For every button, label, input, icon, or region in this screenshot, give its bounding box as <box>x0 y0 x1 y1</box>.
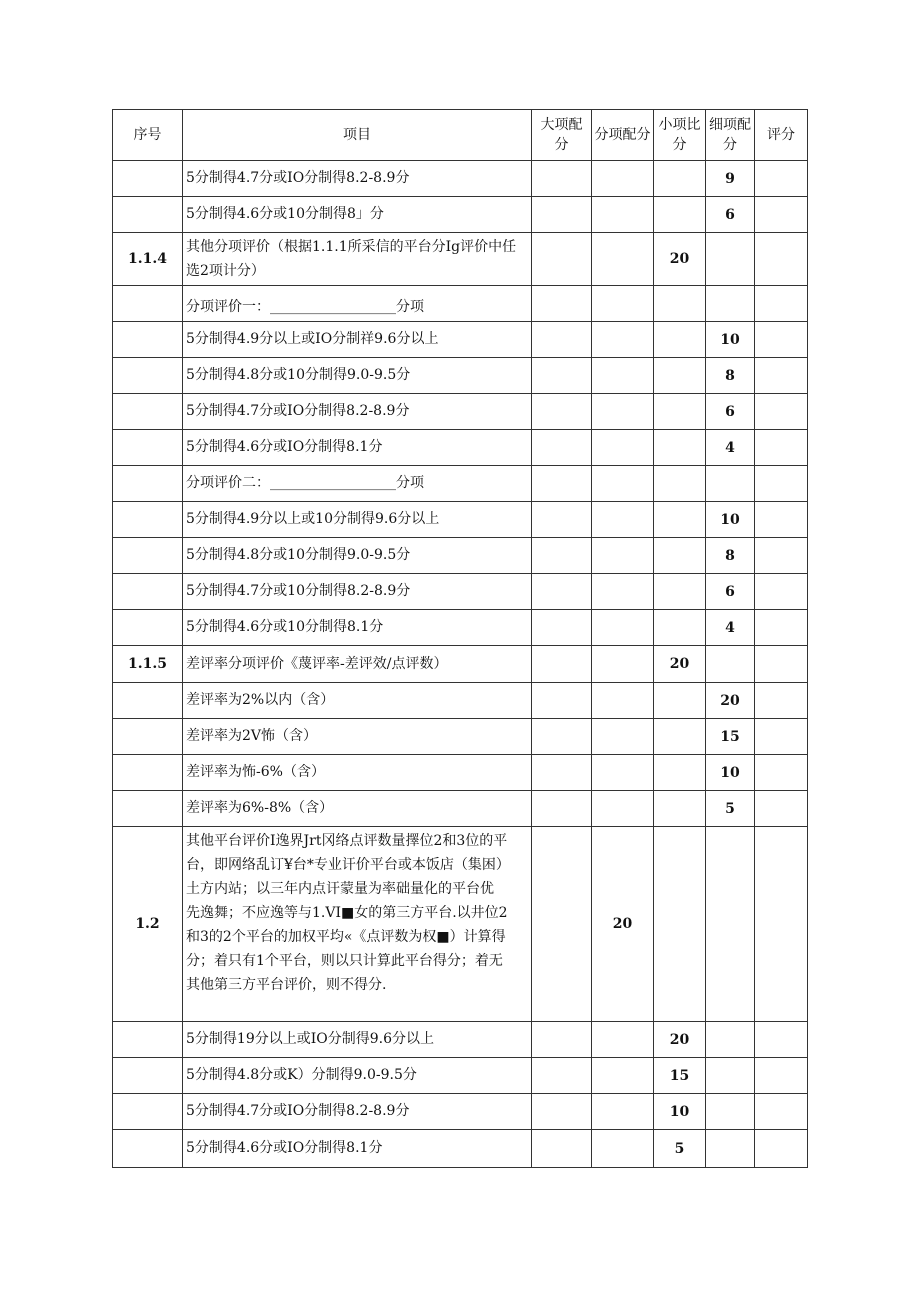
cell-sub-score <box>592 646 654 683</box>
cell-major-score <box>532 233 592 286</box>
cell-seq <box>113 610 183 646</box>
cell-sub-score <box>592 1094 654 1130</box>
cell-sub-score <box>592 1022 654 1058</box>
cell-detail-score: 8 <box>706 538 755 574</box>
cell-major-score <box>532 466 592 502</box>
cell-major-score <box>532 610 592 646</box>
cell-item-line: 其他分项评价（根据1.1.1所采信的平台分Ig评价中任 <box>186 239 517 255</box>
cell-small-ratio <box>654 502 706 538</box>
cell-rating <box>755 610 808 646</box>
cell-sub-score <box>592 683 654 719</box>
cell-major-score <box>532 1022 592 1058</box>
cell-small-ratio <box>654 197 706 233</box>
cell-small-ratio <box>654 755 706 791</box>
cell-major-score <box>532 538 592 574</box>
cell-major-score <box>532 683 592 719</box>
cell-rating <box>755 430 808 466</box>
cell-detail-score <box>706 233 755 286</box>
table-row <box>113 358 808 394</box>
cell-small-ratio <box>654 394 706 430</box>
cell-sub-score <box>592 358 654 394</box>
cell-sub-score <box>592 1130 654 1168</box>
cell-detail-score: 5 <box>706 791 755 827</box>
cell-detail-score <box>706 646 755 683</box>
cell-rating <box>755 233 808 286</box>
cell-major-score <box>532 1058 592 1094</box>
cell-small-ratio <box>654 161 706 197</box>
cell-seq <box>113 683 183 719</box>
cell-detail-score: 10 <box>706 755 755 791</box>
cell-detail-score: 9 <box>706 161 755 197</box>
cell-seq <box>113 466 183 502</box>
cell-seq <box>113 430 183 466</box>
cell-major-score <box>532 719 592 755</box>
cell-major-score <box>532 1094 592 1130</box>
cell-sub-score <box>592 719 654 755</box>
cell-seq <box>113 755 183 791</box>
cell-item: 5分制得4.8分或10分制得9.0-9.5分 <box>183 538 532 574</box>
cell-item: 5分制得4.9分以上或IO分制祥9.6分以上 <box>183 322 532 358</box>
cell-rating <box>755 286 808 322</box>
cell-major-score <box>532 646 592 683</box>
cell-sub-score <box>592 233 654 286</box>
cell-item: 5分制得4.8分或10分制得9.0-9.5分 <box>183 358 532 394</box>
cell-sub-score: 20 <box>592 827 654 1022</box>
cell-detail-score: 10 <box>706 322 755 358</box>
table-row <box>113 683 808 719</box>
table-row <box>113 197 808 233</box>
table-row <box>113 1130 808 1168</box>
cell-item-line: 其他平台评价I逸界Jrt冈络点评数量擇位2和3位的平 <box>186 833 508 849</box>
header-small-ratio: 小项比分 <box>654 110 706 161</box>
cell-item: 5分制得4.7分或10分制得8.2-8.9分 <box>183 574 532 610</box>
cell-detail-score: 15 <box>706 719 755 755</box>
table-row <box>113 466 808 502</box>
cell-item-line: 选2项计分） <box>186 263 265 279</box>
cell-detail-score <box>706 827 755 1022</box>
cell-detail-score: 6 <box>706 197 755 233</box>
cell-seq <box>113 574 183 610</box>
cell-item: 5分制得19分以上或IO分制得9.6分以上 <box>183 1022 532 1058</box>
cell-small-ratio: 20 <box>654 646 706 683</box>
cell-sub-score <box>592 574 654 610</box>
cell-small-ratio: 20 <box>654 1022 706 1058</box>
header-item: 项目 <box>183 110 532 161</box>
cell-small-ratio <box>654 791 706 827</box>
cell-major-score <box>532 502 592 538</box>
cell-seq <box>113 538 183 574</box>
cell-item-line: 分；着只有1个平台，则以只计算此平台得分；着无 <box>186 953 503 969</box>
cell-rating <box>755 394 808 430</box>
table-row <box>113 233 808 286</box>
cell-item: 差评率为2V怖（含） <box>183 719 532 755</box>
cell-seq <box>113 1022 183 1058</box>
header-rating: 评分 <box>755 110 808 161</box>
cell-major-score <box>532 430 592 466</box>
cell-rating <box>755 1094 808 1130</box>
cell-seq <box>113 358 183 394</box>
table-row <box>113 1094 808 1130</box>
cell-detail-score <box>706 1022 755 1058</box>
cell-sub-score <box>592 322 654 358</box>
cell-detail-score: 6 <box>706 394 755 430</box>
cell-detail-score: 8 <box>706 358 755 394</box>
cell-seq <box>113 719 183 755</box>
table-row <box>113 286 808 322</box>
cell-item: 5分制得4.7分或IO分制得8.2-8.9分 <box>183 161 532 197</box>
table-row <box>113 574 808 610</box>
cell-rating <box>755 827 808 1022</box>
cell-sub-score <box>592 466 654 502</box>
cell-rating <box>755 683 808 719</box>
cell-item: 5分制得4.6分或10分制得8」分 <box>183 197 532 233</box>
table-row <box>113 646 808 683</box>
cell-item: 差评率为怖-6%（含） <box>183 755 532 791</box>
cell-small-ratio: 10 <box>654 1094 706 1130</box>
cell-item: 差评率分项评价《蔑评率-差评效/点评数） <box>183 646 532 683</box>
header-major-score: 大项配分 <box>532 110 592 161</box>
cell-major-score <box>532 322 592 358</box>
cell-small-ratio <box>654 574 706 610</box>
cell-seq <box>113 502 183 538</box>
cell-seq <box>113 1058 183 1094</box>
cell-sub-score <box>592 610 654 646</box>
cell-small-ratio: 20 <box>654 233 706 286</box>
cell-small-ratio <box>654 322 706 358</box>
cell-small-ratio: 5 <box>654 1130 706 1168</box>
cell-detail-score <box>706 286 755 322</box>
cell-sub-score <box>592 1058 654 1094</box>
header-detail-score: 细项配分 <box>706 110 755 161</box>
cell-rating <box>755 538 808 574</box>
cell-rating <box>755 755 808 791</box>
cell-rating <box>755 1130 808 1168</box>
cell-sub-score <box>592 161 654 197</box>
cell-sub-score <box>592 538 654 574</box>
cell-item: 差评率为2%以内（含） <box>183 683 532 719</box>
cell-item: 5分制得4.7分或IO分制得8.2-8.9分 <box>183 394 532 430</box>
cell-rating <box>755 1022 808 1058</box>
cell-detail-score <box>706 1130 755 1168</box>
cell-rating <box>755 161 808 197</box>
cell-item: 5分制得4.6分或IO分制得8.1分 <box>183 1130 532 1168</box>
cell-major-score <box>532 197 592 233</box>
table-row <box>113 161 808 197</box>
table-row <box>113 502 808 538</box>
cell-item-line: 和3的2个平台的加权平均«《点评数为权■）计算得 <box>186 929 506 945</box>
cell-sub-score <box>592 791 654 827</box>
table-row <box>113 430 808 466</box>
table-row <box>113 827 808 1022</box>
cell-rating <box>755 502 808 538</box>
cell-seq: 1.2 <box>113 827 183 1022</box>
cell-detail-score <box>706 1094 755 1130</box>
cell-rating <box>755 466 808 502</box>
cell-major-score <box>532 1130 592 1168</box>
cell-major-score <box>532 827 592 1022</box>
cell-small-ratio <box>654 430 706 466</box>
table-row <box>113 719 808 755</box>
header-sub-score: 分项配分 <box>592 110 654 161</box>
cell-detail-score: 4 <box>706 610 755 646</box>
cell-major-score <box>532 394 592 430</box>
cell-sub-score <box>592 197 654 233</box>
cell-seq <box>113 197 183 233</box>
cell-seq <box>113 1130 183 1168</box>
cell-major-score <box>532 161 592 197</box>
cell-sub-score <box>592 755 654 791</box>
cell-rating <box>755 719 808 755</box>
cell-item <box>183 827 532 1022</box>
cell-rating <box>755 322 808 358</box>
cell-sub-score <box>592 394 654 430</box>
cell-item-line: 台，即网络乱订¥台*专业讦价平台或本饭店（集困） <box>186 857 510 873</box>
table-row <box>113 538 808 574</box>
cell-item: 分项评价一：__________________分项 <box>183 286 532 322</box>
cell-item: 差评率为6%-8%（含） <box>183 791 532 827</box>
cell-detail-score: 10 <box>706 502 755 538</box>
cell-item: 5分制得4.7分或IO分制得8.2-8.9分 <box>183 1094 532 1130</box>
cell-seq: 1.1.4 <box>113 233 183 286</box>
cell-item <box>183 233 532 286</box>
cell-small-ratio <box>654 358 706 394</box>
cell-major-score <box>532 791 592 827</box>
cell-small-ratio <box>654 286 706 322</box>
cell-item-line: 土方内站；以三年内点讦蒙量为率础量化的平台优 <box>186 881 494 897</box>
table-row <box>113 1022 808 1058</box>
cell-rating <box>755 197 808 233</box>
cell-item: 5分制得4.9分以上或10分制得9.6分以上 <box>183 502 532 538</box>
cell-small-ratio <box>654 683 706 719</box>
cell-small-ratio <box>654 466 706 502</box>
cell-seq <box>113 394 183 430</box>
cell-seq <box>113 791 183 827</box>
table-row <box>113 755 808 791</box>
cell-small-ratio <box>654 827 706 1022</box>
cell-sub-score <box>592 430 654 466</box>
cell-detail-score: 20 <box>706 683 755 719</box>
cell-seq: 1.1.5 <box>113 646 183 683</box>
cell-item: 5分制得4.6分或10分制得8.1分 <box>183 610 532 646</box>
cell-small-ratio <box>654 538 706 574</box>
cell-rating <box>755 358 808 394</box>
cell-seq <box>113 1094 183 1130</box>
header-seq: 序号 <box>113 110 183 161</box>
cell-rating <box>755 646 808 683</box>
cell-small-ratio <box>654 610 706 646</box>
cell-rating <box>755 1058 808 1094</box>
cell-small-ratio <box>654 719 706 755</box>
cell-item: 5分制得4.8分或K）分制得9.0-9.5分 <box>183 1058 532 1094</box>
cell-item-line: 其他第三方平台评价，则不得分. <box>186 977 387 993</box>
cell-small-ratio: 15 <box>654 1058 706 1094</box>
table-row <box>113 394 808 430</box>
cell-seq <box>113 286 183 322</box>
cell-item-line: 先逸舞；不应逸等与1.VI■女的第三方平台.以井位2 <box>186 905 508 921</box>
table-row <box>113 322 808 358</box>
cell-seq <box>113 322 183 358</box>
header-row <box>113 110 808 161</box>
cell-seq <box>113 161 183 197</box>
cell-rating <box>755 791 808 827</box>
cell-major-score <box>532 286 592 322</box>
cell-rating <box>755 574 808 610</box>
cell-sub-score <box>592 502 654 538</box>
scoring-table <box>112 109 808 1168</box>
cell-major-score <box>532 358 592 394</box>
table-row <box>113 610 808 646</box>
cell-detail-score: 6 <box>706 574 755 610</box>
cell-major-score <box>532 574 592 610</box>
cell-item: 5分制得4.6分或IO分制得8.1分 <box>183 430 532 466</box>
table-row <box>113 791 808 827</box>
cell-item: 分项评价二：__________________分项 <box>183 466 532 502</box>
cell-major-score <box>532 755 592 791</box>
cell-detail-score <box>706 466 755 502</box>
cell-detail-score: 4 <box>706 430 755 466</box>
table-row <box>113 1058 808 1094</box>
cell-sub-score <box>592 286 654 322</box>
cell-detail-score <box>706 1058 755 1094</box>
